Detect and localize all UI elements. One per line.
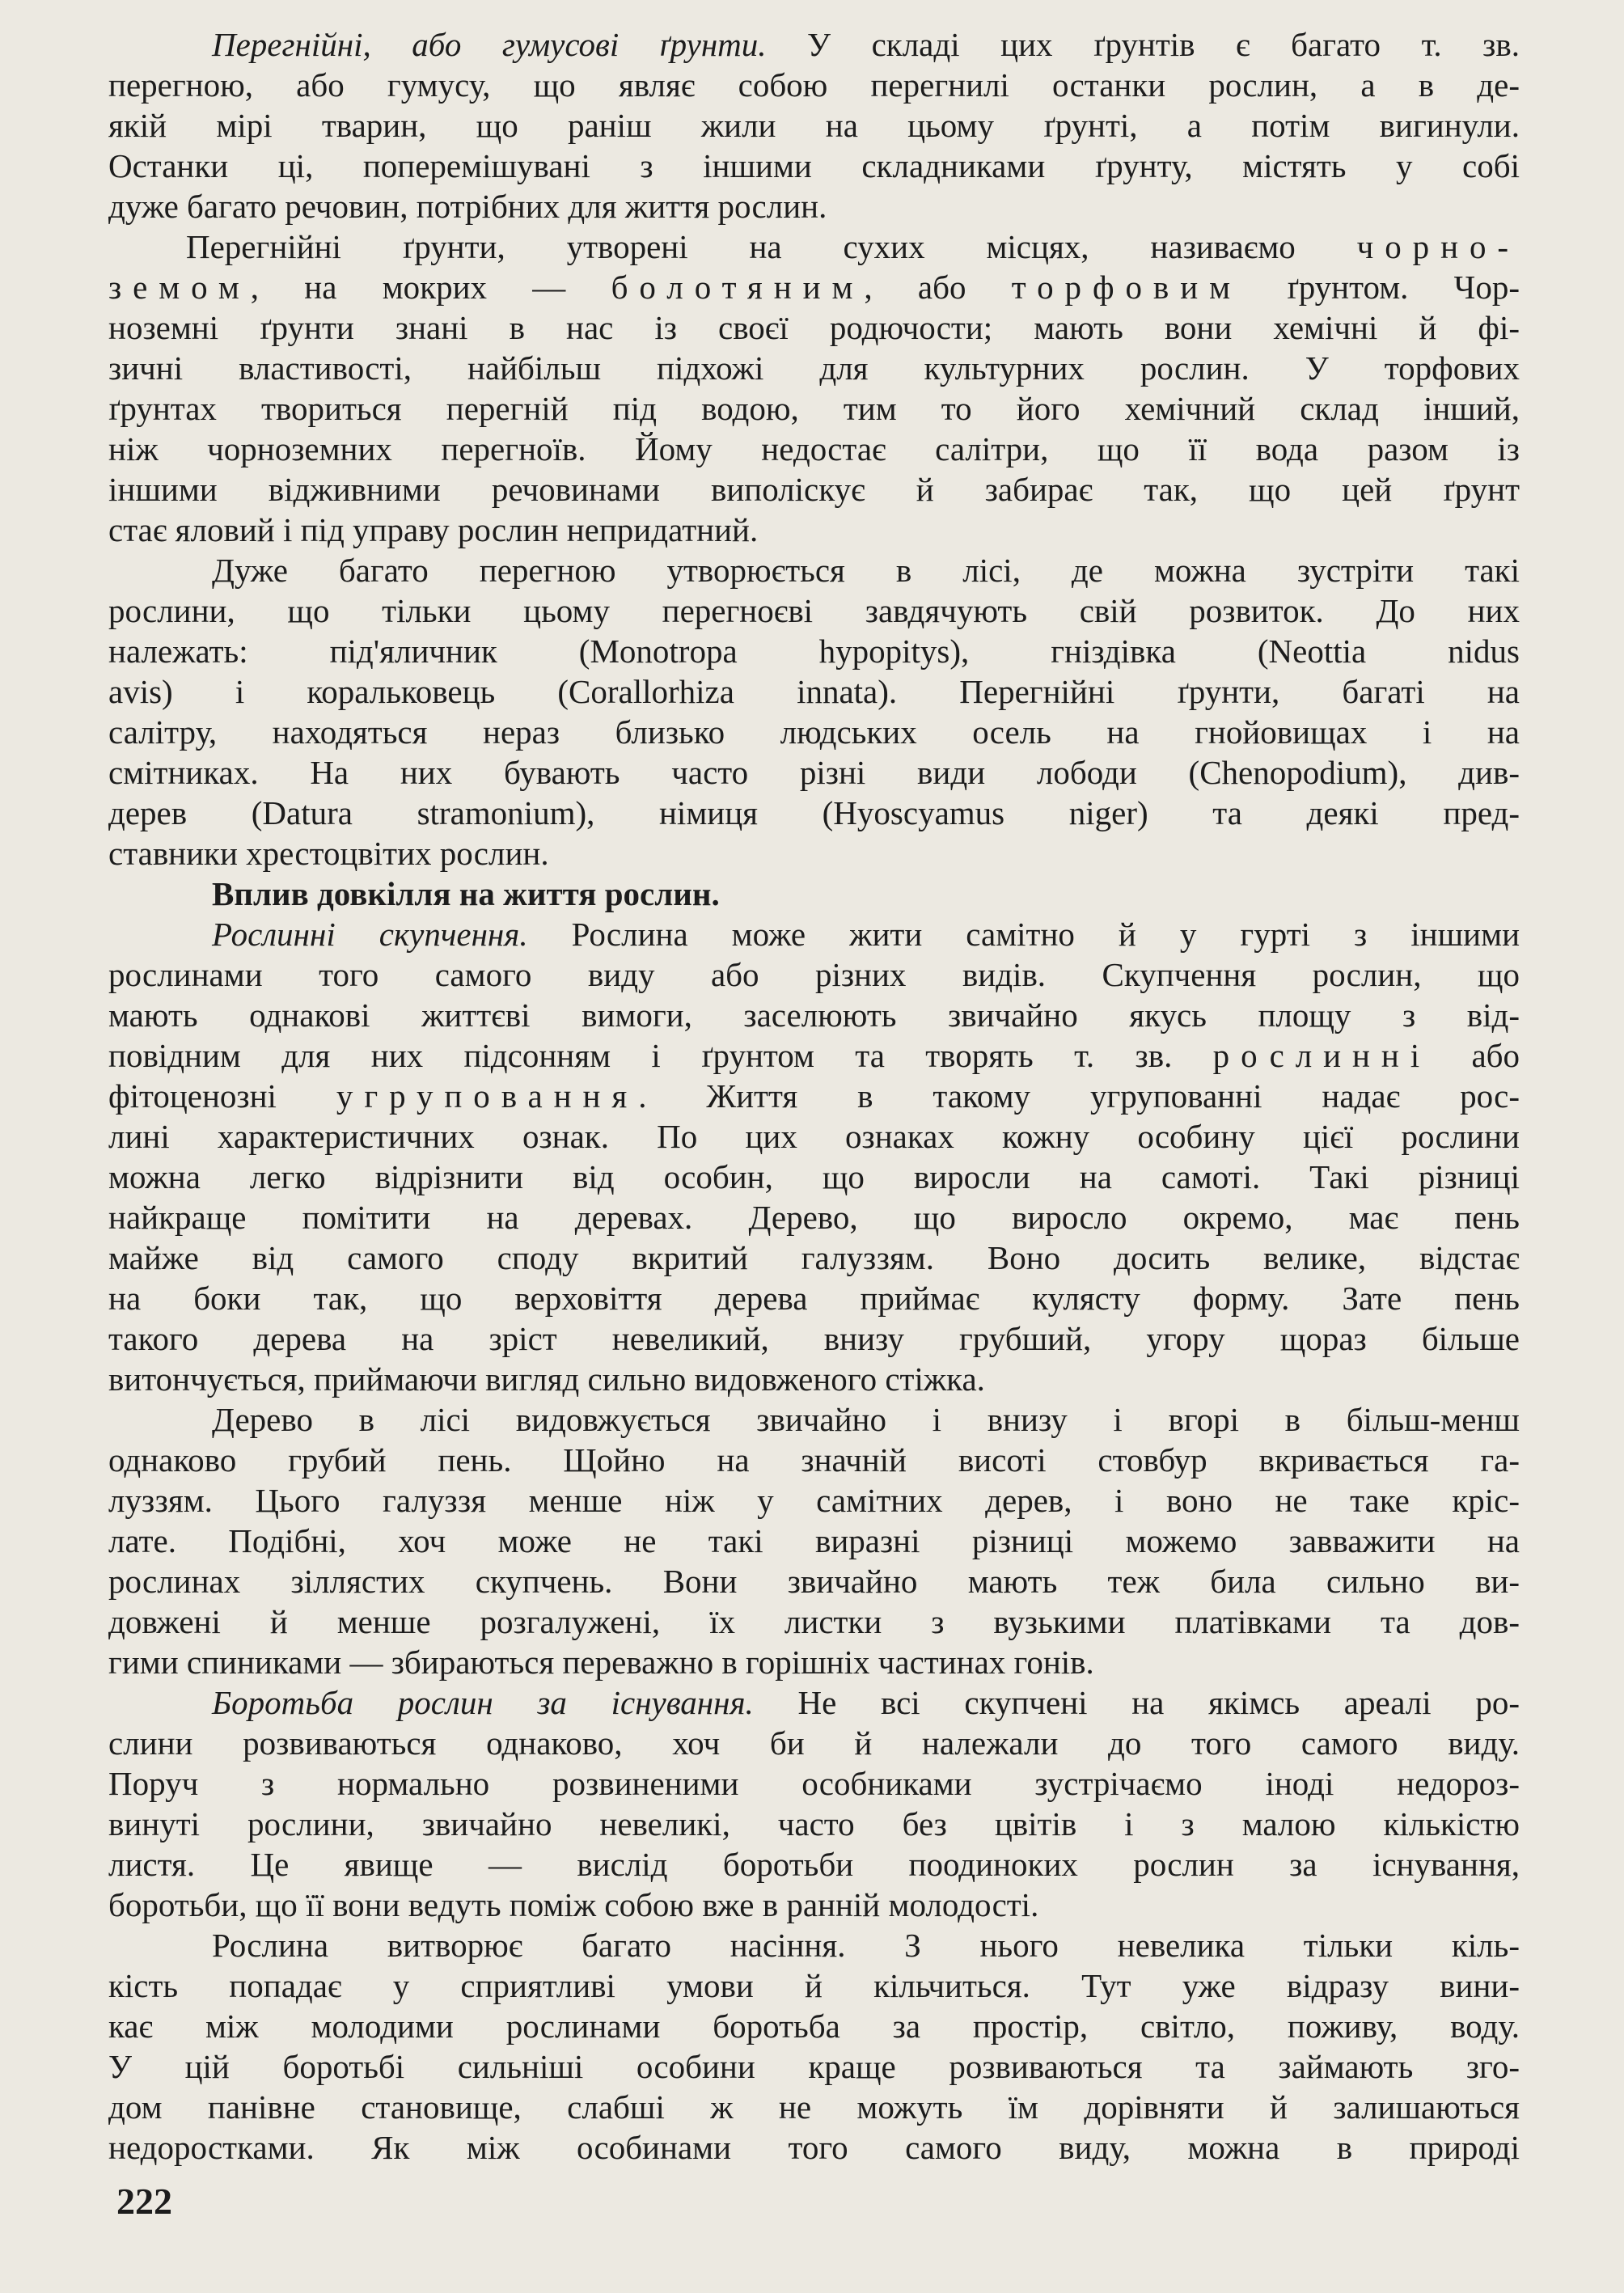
text-line: Поруч з нормально розвиненими особниками зустрічаємо іноді недороз- [108,1765,1520,1802]
text-line: avis) і коральковець (Corallorhiza innata). Перегнійні ґрунти, багаті на [108,673,1520,710]
text-line: зичні властивості, найбільш підхожі для культурних рослин. У торфових [108,349,1520,387]
spaced-term: мом [159,269,251,306]
inline-subheading: Боротьба рослин за існування. [212,1684,754,1721]
text-line: перегною, або гумусу, що являє собою перегнилі останки рослин, а в де- [108,66,1520,104]
text-line: Рослинні скупчення. Рослина може жити самітно й у гурті з іншими [212,916,1520,953]
text-line: Дерево в лісі видовжується звичайно і внизу і вгорі в більш-менш [212,1401,1520,1438]
text-line: рослинах зіллястих скупчень. Вони звичайно мають теж била сильно ви- [108,1563,1520,1600]
text-line: дом панівне становище, слабші ж не можуть їм дорівняти й залишаються [108,2088,1520,2126]
text-line: ґрунтах твориться перегній під водою, тим то його хемічний склад інший, [108,390,1520,427]
text-line: рослинами того самого виду або різних видів. Скупчення рослин, що [108,956,1520,993]
text-line: дуже багато речовин, потрібних для життя рослин. [108,188,827,225]
text-line: кість попадає у сприятливі умови й кільчиться. Тут уже відразу вини- [108,1967,1520,2004]
text-line: листя. Це явище — вислід боротьби поодиноких рослин за існування, [108,1846,1520,1883]
text-line: рослини, що тільки цьому перегноєві завдячують свій розвиток. До них [108,592,1520,629]
text-line: стає яловий і під управу рослин непридатний. [108,511,759,548]
spaced-term: торфовим [1011,269,1241,306]
text-line: Перегнійні ґрунти, утворені на сухих місцях, називаємо чорно- [186,228,1520,265]
text-line: належать: під'яличник (Monotropa hypopitys), гніздівка (Neottia nidus [108,632,1520,670]
text-line: Останки ці, поперемішувані з іншими складниками ґрунту, містять у собі [108,147,1520,184]
text-line: якій мірі тварин, що раніш жили на цьому ґрунті, а потім вигинули. [108,107,1520,144]
text-line: витончується, приймаючи вигляд сильно видовженого стіжка. [108,1360,985,1398]
text-line: іншими відживними речовинами виполіскує й забирає так, що цей ґрунт [108,471,1520,508]
inline-subheading: Рослинні скупчення. [212,916,528,953]
text-line: салітру, находяться нераз близько людських осель на гнойовищах і на [108,713,1520,751]
text-line: гими спиниками — збираються переважно в горішніх частинах гонів. [108,1644,1094,1681]
text-line: лате. Подібні, хоч може не такі виразні різниці можемо завважити на [108,1522,1520,1559]
text-line: ніж чорноземних перегноїв. Йому недостає салітри, що її вода разом із [108,430,1520,467]
text-line: Рослина витворює багато насіння. З нього невелика тільки кіль- [212,1927,1520,1964]
text-line: такого дерева на зріст невеликий, внизу грубший, угору щораз більше [108,1320,1520,1357]
spaced-term: чорно- [1356,228,1520,265]
text-line: фітоценозні угруповання. Життя в такому угрупованні надає рос- [108,1077,1520,1115]
text-line: земом, на мокрих — болотяним, або торфовим ґрунтом. Чор- [108,269,1520,306]
page-number: 222 [116,2181,172,2222]
text-line: лині характеристичних ознак. По цих ознаках кожну особину цієї рослини [108,1118,1520,1155]
text-line: луззям. Цього галуззя менше ніж у самітних дерев, і воно не таке кріс- [108,1482,1520,1519]
text-line: мають однакові життєві вимоги, заселюють звичайно якусь площу з від- [108,996,1520,1034]
text-line: ноземні ґрунти знані в нас із своєї родючости; мають вони хемічні й фі- [108,309,1520,346]
text-line: однаково грубий пень. Щойно на значній висоті стовбур вкривається га- [108,1441,1520,1479]
text-line: ставники хрестоцвітих рослин. [108,835,549,872]
section-heading: Вплив довкілля на життя рослин. [212,875,720,912]
text-line: слини розвиваються однаково, хоч би й належали до того самого виду. [108,1724,1520,1762]
spaced-term: болотяним [611,269,865,306]
text-line: смітниках. На них бувають часто різні види лободи (Chenopodium), див- [108,754,1520,791]
text-line: кає між молодими рослинами боротьба за простір, світло, поживу, воду. [108,2007,1520,2045]
book-page [108,24,1520,2265]
text-line: на боки так, що верховіття дерева приймає кулясту форму. Зате пень [108,1280,1520,1317]
text-line: У цій боротьбі сильніші особини краще розвиваються та займають зго- [108,2048,1520,2085]
text-line: довжені й менше розгалужені, їх листки з вузькими платівками та дов- [108,1603,1520,1640]
text-line: дерев (Datura stramonium), німиця (Hyoscyamus niger) та деякі пред- [108,794,1520,831]
text-line: винуті рослини, звичайно невеликі, часто без цвітів і з малою кількістю [108,1805,1520,1842]
text-line: недоростками. Як між особинами того самого виду, можна в природі [108,2129,1520,2166]
spaced-term: угруповання [336,1077,639,1115]
text-line: повідним для них підсонням і ґрунтом та творять т. зв. рослинні або [108,1037,1520,1074]
text-line: боротьби, що її вони ведуть поміж собою вже в ранній молодості. [108,1886,1039,1923]
text-line: майже від самого споду вкритий галуззям. Воно досить велике, відстає [108,1239,1520,1276]
text-line: найкраще помітити на деревах. Дерево, що виросло окремо, має пень [108,1199,1520,1236]
spaced-term: рослинні [1212,1037,1432,1074]
text-line: можна легко відрізнити від особин, що виросли на самоті. Такі різниці [108,1158,1520,1195]
inline-subheading: Перегнійні, або гумусові ґрунти. [212,26,767,63]
text-line: Дуже багато перегною утворюється в лісі, де можна зустріти такі [212,552,1520,589]
text-line: Перегнійні, або гумусові ґрунти. У складі цих ґрунтів є багато т. зв. [212,26,1520,63]
text-line: Боротьба рослин за існування. Не всі скупчені на якімсь ареалі ро- [212,1684,1520,1721]
